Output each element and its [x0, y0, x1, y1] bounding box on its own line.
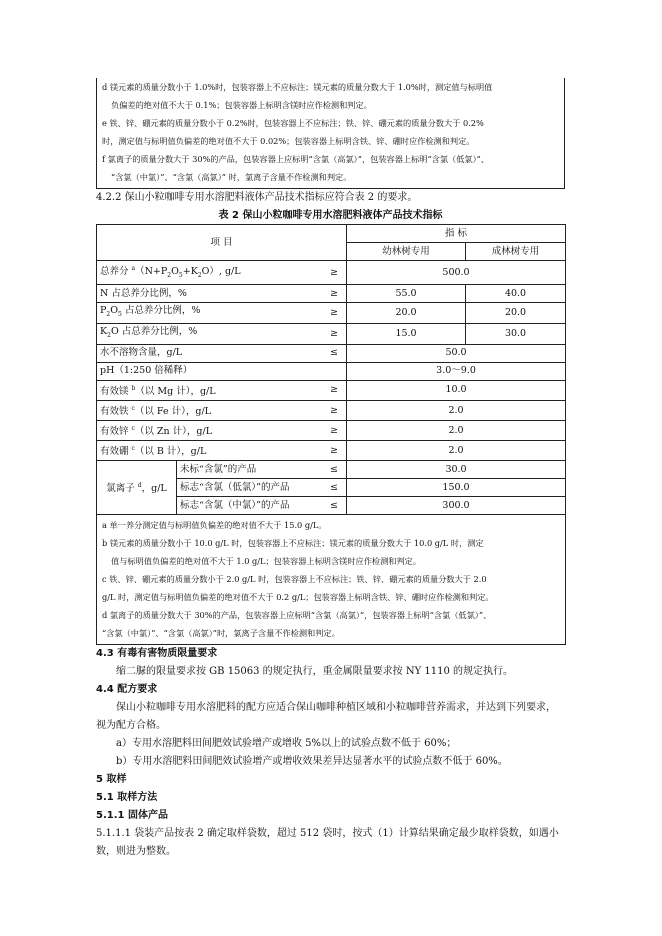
row-value: 300.0	[347, 497, 566, 515]
row-label: 标志“含氯（中氯）”的产品	[177, 497, 321, 515]
header-item: 项 目	[97, 225, 347, 261]
table-row	[97, 400, 566, 420]
table-row	[97, 285, 566, 303]
table-header-row	[97, 225, 566, 243]
row-label: 水不溶物含量，g/L	[97, 344, 321, 362]
section-5-1-1-heading: 5.1.1 固体产品	[96, 810, 168, 822]
row-label: $P_2O_5$ 占总养分比例，%	[97, 303, 321, 324]
footnote-e	[102, 114, 559, 150]
row-label: 有效镁 $^b$（以 Mg 计），g/L	[97, 380, 321, 400]
row-value-young: 20.0	[347, 303, 466, 324]
list-item-a: a）专用水溶肥料田间肥效试验增产或增收 5%以上的试验点数不低于 60%；	[116, 738, 457, 750]
section-5-1-heading: 5.1 取样方法	[96, 792, 158, 804]
row-operator: ≥	[321, 285, 347, 303]
footnote-text: f 氯离子的质量分数大于 30%的产品，包装容器上应标明“含氯（高氯）”，包装容器上标明“含氯（低氯）”、	[102, 154, 490, 164]
row-label: N 占总养分比例，%	[97, 285, 321, 303]
footnote-cont: “含氯（中氯）”、“含氯（高氯）” 时，氯离子含量不作检测和判定。	[111, 172, 352, 182]
table-row	[97, 303, 566, 324]
footnote-cont: 时，测定值与标明值负偏差的绝对值不大于 0.02%；包装容器上标明含铁、锌、硼时应作检测和判定。	[102, 136, 475, 146]
para-5-1-1-1: 5.1.1.1 袋装产品按表 2 确定取样袋数，超过 512 袋时，按式（1）计算结果确定最少取样袋数，如遇小数，则进为整数。	[96, 828, 559, 858]
footnote-text: d 镁元素的质量分数小于 1.0%时，包装容器上不应标注；镁元素的质量分数大于 1.0%时，测定值与标明值	[102, 82, 493, 92]
row-label: 有效锌 $^c$（以 Zn 计），g/L	[97, 421, 321, 441]
row-value: 30.0	[347, 461, 566, 479]
row-label: 有效硼 $^c$（以 B 计），g/L	[97, 441, 321, 461]
footnote-text: e 铁、锌、硼元素的质量分数小于 0.2%时，包装容器上不应标注；铁、锌、硼元素的质量分数大于 0.2%	[102, 118, 484, 128]
para-4-2-2: 4.2.2 保山小粒咖啡专用水溶肥料液体产品技术指标应符合表 2 的要求。	[96, 192, 418, 203]
table-row	[97, 421, 566, 441]
row-label: 有效铁 $^c$（以 Fe 计），g/L	[97, 400, 321, 420]
row-operator: ≤	[321, 479, 347, 497]
row-value-mature: 40.0	[466, 285, 566, 303]
row-value-young: 55.0	[347, 285, 466, 303]
row-value-mature: 30.0	[466, 323, 566, 344]
header-mature-tree: 成林树专用	[466, 243, 566, 261]
row-operator: ≥	[321, 261, 347, 285]
table-2	[96, 224, 566, 645]
header-index: 指 标	[347, 225, 566, 243]
row-value: 50.0	[347, 344, 566, 362]
footnote-c: c 铁、锌、硼元素的质量分数小于 2.0 g/L 时，包装容器上不应标注；铁、锌、硼元素的质量分数大于 2.0 g/L 时，测定值与标明值负偏差的绝对值不大于 0.2 g/L；包装容器上标明含铁、锌、硼时应作检测和判定。	[102, 574, 494, 603]
footnote-b: b 镁元素的质量分数小于 10.0 g/L 时，包装容器上不应标注；镁元素的质量分数大于 10.0 g/L 时，测定 值与标明值负偏差的绝对值不大于 1.0 g/L；包装容器上标明含镁时应作检测和判定。	[102, 538, 484, 567]
row-label: 未标“含氯”的产品	[177, 461, 321, 479]
table-row	[97, 344, 566, 362]
footnote-d: d 氯离子的质量分数大于 30%的产品，包装容器上应标明“含氯（高氯）”，包装容器上标明“含氯（低氯）”、 “含氯（中氯）”、“含氯（高氯）”时，氯离子含量不作检测和判定。	[102, 610, 492, 639]
footnote-a: a 单一养分测定值与标明值负偏差的绝对值不大于 15.0 g/L。	[102, 520, 327, 531]
table-footnotes	[97, 515, 566, 645]
row-value: 150.0	[347, 479, 566, 497]
footnote-f	[102, 150, 559, 186]
row-label: 标志“含氯（低氯）”的产品	[177, 479, 321, 497]
row-value: 2.0	[347, 421, 566, 441]
row-operator: ≤	[321, 497, 347, 515]
row-operator: ≤	[321, 461, 347, 479]
table1-footnotes	[96, 78, 565, 189]
row-operator	[321, 362, 347, 380]
footnote-d	[102, 78, 559, 114]
row-label: 总养分 $^a(N+P_2O_5+K_2O)$, g/L	[97, 261, 321, 285]
footnote-cont: 负偏差的绝对值不大于 0.1%；包装容器上标明含镁时应作检测和判定。	[111, 100, 372, 110]
row-value: 3.0～9.0	[347, 362, 566, 380]
row-value: 2.0	[347, 441, 566, 461]
table-row	[97, 362, 566, 380]
table-row	[97, 441, 566, 461]
table-row	[97, 380, 566, 400]
row-operator: ≥	[321, 380, 347, 400]
row-operator: ≤	[321, 344, 347, 362]
row-label: pH（1:250 倍稀释）	[97, 362, 321, 380]
para-4-3: 缩二脲的限量要求按 GB 15063 的规定执行，重金属限量要求按 NY 1110 的规定执行。	[116, 666, 514, 678]
table-footnotes-cell	[97, 515, 566, 645]
row-operator: ≥	[321, 441, 347, 461]
para-4-4: 保山小粒咖啡专用水溶肥料的配方应适合保山咖啡种植区域和小粒咖啡营养需求，并达到下列要求，视为配方合格。	[96, 702, 556, 732]
list-item-b: b）专用水溶肥料田间肥效试验增产或增收效果差异达显著水平的试验点数不低于 60%。	[116, 756, 508, 768]
row-operator: ≥	[321, 421, 347, 441]
row-operator: ≥	[321, 400, 347, 420]
table-2-title: 表 2 保山小粒咖啡专用水溶肥料液体产品技术指标	[218, 210, 443, 221]
row-value-mature: 20.0	[466, 303, 566, 324]
row-label: $K_2O$ 占总养分比例，%	[97, 323, 321, 344]
table-row	[97, 261, 566, 285]
header-young-tree: 幼林树专用	[347, 243, 466, 261]
section-4-4-heading: 4.4 配方要求	[96, 684, 158, 696]
document-page	[96, 78, 565, 861]
row-value: 10.0	[347, 380, 566, 400]
row-value-young: 15.0	[347, 323, 466, 344]
chloride-label: 氯离子 $^d$，g/L	[97, 461, 177, 515]
table-row	[97, 323, 566, 344]
table-row-chloride	[97, 461, 566, 479]
row-value: 500.0	[347, 261, 566, 285]
row-operator: ≥	[321, 323, 347, 344]
row-operator: ≥	[321, 303, 347, 324]
row-value: 2.0	[347, 400, 566, 420]
section-5-heading: 5 取样	[96, 774, 127, 786]
section-4-3-heading: 4.3 有毒有害物质限量要求	[96, 648, 218, 660]
